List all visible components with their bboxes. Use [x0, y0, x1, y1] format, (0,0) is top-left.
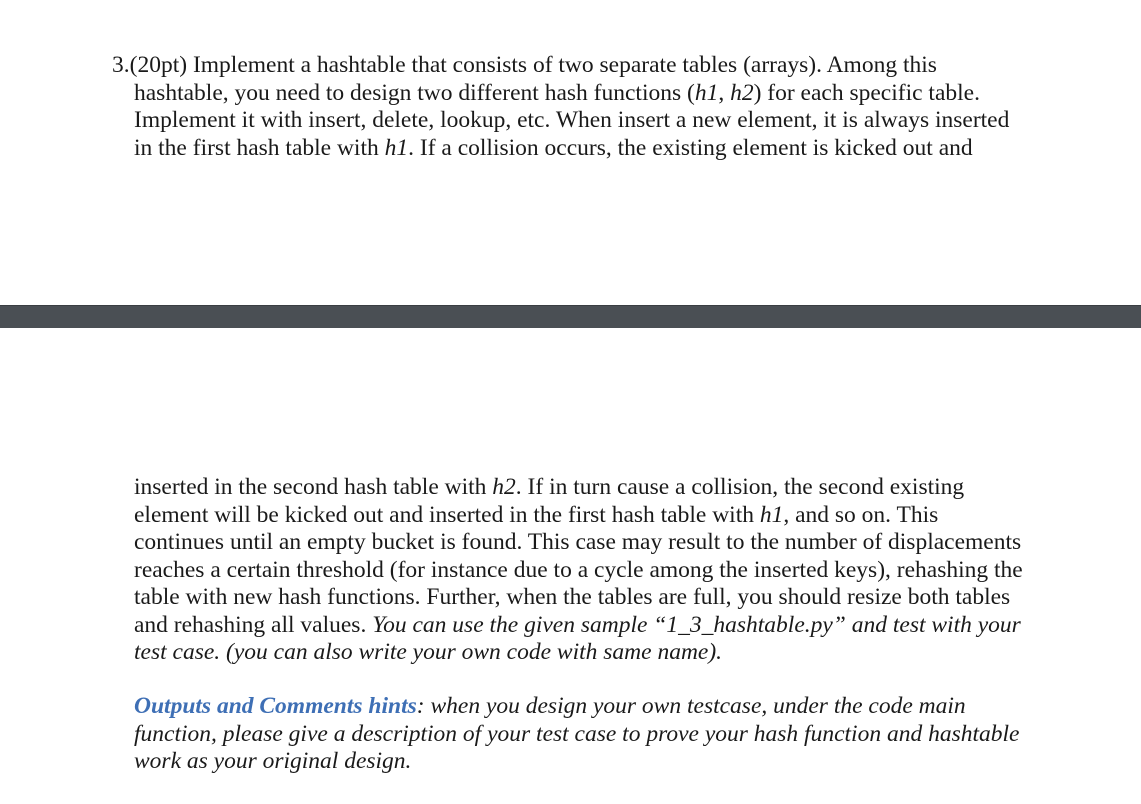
hints-line-2: function, please give a description of your test case to prove your hash function and hashtable — [134, 720, 1020, 747]
problem-text: . If a collision occurs, the existing element is kicked out and — [408, 134, 973, 161]
hints-line-3: work as your original design. — [134, 748, 412, 774]
problem-line-1 — [112, 52, 1052, 80]
hints-text: : when you design your own testcase, under the code main — [416, 693, 966, 719]
h1-symbol: h1 — [759, 501, 784, 528]
problem-line-3: Implement it with insert, delete, lookup, etc. When insert a new element, it is always inserted — [134, 107, 1010, 133]
continuation-line-6 — [134, 612, 1074, 640]
continuation-text: inserted in the second hash table with — [134, 474, 493, 500]
sample-file-instruction: You can use the given sample “1_3_hashtable.py” and test with your — [372, 611, 1021, 638]
continuation-text: and rehashing all values. — [134, 611, 373, 638]
continuation-line-5: table with new hash functions. Further, when the tables are full, you should resize both tables — [134, 584, 1011, 610]
problem-text: , — [718, 79, 731, 106]
continuation-line-4: reaches a certain threshold (for instance due to a cycle among the inserted keys), rehashing the — [134, 556, 1023, 583]
problem-line-4 — [112, 135, 1052, 163]
continuation-text: . If in turn cause a collision, the second existing — [515, 474, 965, 500]
hints-line-1 — [134, 693, 1074, 721]
page-top — [0, 0, 1141, 305]
h1-symbol: h1 — [384, 134, 409, 161]
problem-text: Implement a hashtable that consists of two separate tables (arrays). Among this — [187, 52, 937, 78]
h1-symbol: h1 — [694, 79, 719, 106]
continuation-paragraph — [134, 474, 1074, 667]
continuation-line-1 — [134, 474, 1074, 502]
continuation-line-3: continues until an empty bucket is found. This case may result to the number of displacements — [134, 529, 1022, 555]
problem-text: in the first hash table with — [134, 134, 385, 161]
problem-paragraph — [112, 52, 1052, 162]
continuation-line-7: test case. (you can also write your own code with same name). — [134, 639, 723, 665]
continuation-line-2 — [134, 502, 1074, 530]
page-divider — [0, 305, 1141, 329]
h2-symbol: h2 — [492, 474, 516, 500]
problem-line-2 — [112, 80, 1052, 108]
problem-number: 3.(20pt) — [112, 52, 188, 78]
problem-text: ) for each specific table. — [753, 79, 980, 106]
hints-label: Outputs and Comments hints — [134, 693, 417, 719]
continuation-text: element will be kicked out and inserted in the first hash table with — [134, 501, 760, 528]
h2-symbol: h2 — [730, 79, 754, 106]
problem-text: hashtable, you need to design two different hash functions ( — [134, 79, 695, 106]
continuation-text: , and so on. This — [783, 501, 939, 528]
hints-paragraph — [134, 693, 1074, 776]
